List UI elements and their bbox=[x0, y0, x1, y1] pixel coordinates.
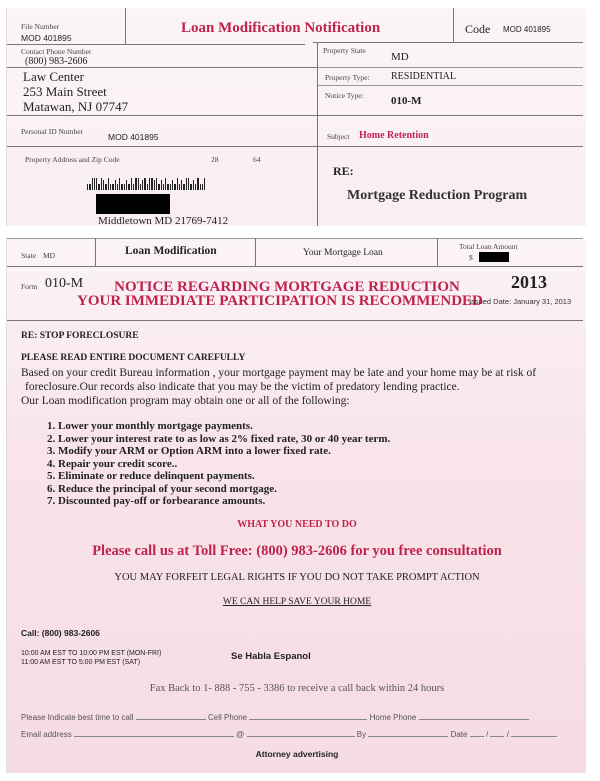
attorney-advertising: Attorney advertising bbox=[255, 749, 339, 759]
divider bbox=[95, 238, 96, 266]
email-label: Email address bbox=[21, 730, 72, 739]
email-user-field[interactable] bbox=[74, 729, 234, 737]
divider bbox=[255, 238, 256, 266]
state-value: MD bbox=[43, 251, 56, 260]
loan-modification-label: Loan Modification bbox=[125, 245, 217, 257]
sender-street: 253 Main Street bbox=[23, 84, 107, 99]
re-value: Mortgage Reduction Program bbox=[347, 188, 528, 203]
divider bbox=[317, 67, 583, 68]
divider bbox=[313, 42, 583, 43]
help-save-home: WE CAN HELP SAVE YOUR HOME bbox=[222, 597, 372, 607]
property-type-label: Property Type: bbox=[325, 73, 370, 82]
notice-title-line1: NOTICE REGARDING MORTGAGE REDUCTION bbox=[114, 279, 460, 295]
personal-id-label: Personal ID Number bbox=[21, 127, 84, 136]
form-value: 010-M bbox=[45, 276, 84, 291]
read-carefully: PLEASE READ ENTIRE DOCUMENT CAREFULLY bbox=[21, 353, 246, 363]
file-number-label: File Number bbox=[21, 22, 60, 31]
re-stop-foreclosure: RE: STOP FORECLOSURE bbox=[21, 331, 139, 341]
by-label: By bbox=[356, 730, 367, 739]
notice-year: 2013 bbox=[511, 272, 547, 292]
list-item: 4. Repair your credit score.. bbox=[47, 457, 178, 470]
cell-phone-field[interactable] bbox=[249, 712, 367, 720]
subject-label: Subject bbox=[327, 132, 350, 141]
fax-back-instruction: Fax Back to 1- 888 - 755 - 3386 to receive a call back within 24 hours bbox=[149, 683, 445, 694]
divider bbox=[7, 266, 583, 267]
list-item: 5. Eliminate or reduce delinquent payments. bbox=[47, 470, 255, 482]
list-item: 7. Discounted pay-off or forbearance amounts. bbox=[47, 495, 266, 507]
total-loan-label: Total Loan Amount bbox=[459, 242, 518, 251]
contact-phone-label: Contact Phone Number bbox=[21, 47, 92, 56]
property-type-value: RESIDENTIAL bbox=[391, 71, 456, 82]
toll-free-call-prompt: Please call us at Toll Free: (800) 983-2606 for you free consultation bbox=[92, 543, 502, 559]
postal-barcode bbox=[87, 178, 205, 190]
notification-title: Loan Modification Notification bbox=[181, 20, 381, 36]
paragraph-line-1: Based on your credit Bureau information , your mortgage payment may be late and your home may be at risk of bbox=[21, 367, 537, 379]
email-domain-field[interactable] bbox=[247, 729, 355, 737]
divider bbox=[7, 320, 583, 321]
sender-city: Matawan, NJ 07747 bbox=[23, 99, 129, 114]
redacted-loan-amount bbox=[479, 252, 509, 262]
state-label: State bbox=[21, 251, 36, 260]
se-habla-espanol: Se Habla Espanol bbox=[231, 651, 311, 662]
at-sign: @ bbox=[236, 730, 245, 739]
date-label: Date bbox=[450, 730, 468, 739]
code-label: Code bbox=[465, 22, 491, 36]
reply-form-row-1 bbox=[21, 712, 529, 722]
contact-phone-value[interactable]: (800) 983-2606 bbox=[25, 56, 88, 67]
list-item: 6. Reduce the principal of your second mortgage. bbox=[47, 482, 277, 495]
list-item: 1. Lower your monthly mortgage payments. bbox=[47, 420, 253, 432]
subject-value: Home Retention bbox=[359, 130, 429, 141]
hours-weekday: 10:00 AM EST TO 10:00 PM EST (MON-FRI) bbox=[21, 650, 162, 657]
divider bbox=[125, 8, 126, 44]
address-code-1: 28 bbox=[211, 155, 219, 164]
form-label: Form bbox=[21, 282, 38, 291]
property-state-value: MD bbox=[391, 51, 409, 63]
cell-phone-label: Cell Phone bbox=[207, 713, 248, 722]
paragraph-line-2: foreclosure.Our records also indicate that you may be the victim of predatory lending practice. bbox=[25, 381, 460, 393]
re-label: RE: bbox=[333, 164, 354, 178]
benefits-list bbox=[47, 420, 390, 508]
forfeit-warning: YOU MAY FORFEIT LEGAL RIGHTS IF YOU DO NOT TAKE PROMPT ACTION bbox=[114, 572, 480, 583]
file-number-value: MOD 401895 bbox=[21, 33, 72, 43]
divider bbox=[7, 44, 305, 45]
hours-saturday: 11:00 AM EST TO 5:00 PM EST (SAT) bbox=[21, 659, 141, 666]
home-phone-field[interactable] bbox=[419, 712, 529, 720]
sender-name: Law Center bbox=[23, 69, 85, 84]
what-you-need-to-do: WHAT YOU NEED TO DO bbox=[237, 519, 357, 530]
notification-header-panel bbox=[6, 8, 586, 226]
paragraph-line-3: Our Loan modification program may obtain one or all of the following: bbox=[21, 395, 350, 407]
best-time-label: Please Indicate best time to call bbox=[21, 713, 134, 722]
currency-sign: $ bbox=[469, 253, 473, 262]
notice-type-label: Notice Type: bbox=[325, 91, 364, 100]
property-address-label: Property Address and Zip Code bbox=[25, 155, 120, 164]
date-month-field[interactable] bbox=[470, 729, 484, 737]
by-field[interactable] bbox=[368, 729, 448, 737]
divider bbox=[317, 42, 318, 226]
divider bbox=[453, 8, 454, 42]
date-separator: / bbox=[485, 730, 489, 739]
notice-title-line2: YOUR IMMEDIATE PARTICIPATION IS RECOMMENDED bbox=[77, 293, 483, 309]
code-value: MOD 401895 bbox=[503, 25, 551, 34]
list-item: 2. Lower your interest rate to as low as 2% fixed rate, 30 or 40 year term. bbox=[47, 432, 391, 445]
call-number[interactable]: Call: (800) 983-2606 bbox=[21, 628, 100, 638]
date-year-field[interactable] bbox=[511, 729, 557, 737]
divider bbox=[7, 238, 583, 239]
divider bbox=[7, 115, 583, 116]
personal-id-value: MOD 401895 bbox=[108, 132, 159, 142]
address-code-2: 64 bbox=[253, 155, 261, 164]
redacted-recipient-name bbox=[96, 194, 170, 214]
divider bbox=[7, 67, 317, 68]
divider bbox=[7, 146, 583, 147]
notice-body-panel bbox=[6, 238, 586, 773]
notice-type-value: 010-M bbox=[391, 95, 422, 107]
date-separator: / bbox=[506, 730, 509, 739]
reply-form-row-2 bbox=[21, 729, 557, 739]
best-time-field[interactable] bbox=[136, 712, 206, 720]
divider bbox=[317, 85, 583, 86]
recipient-city-zip: Middletown MD 21769-7412 bbox=[98, 215, 229, 227]
home-phone-label: Home Phone bbox=[369, 713, 417, 722]
mortgage-loan-label: Your Mortgage Loan bbox=[303, 248, 383, 258]
date-day-field[interactable] bbox=[490, 729, 504, 737]
property-state-label: Property State bbox=[323, 46, 366, 55]
list-item: 3. Modify your ARM or Option ARM into a lower fixed rate. bbox=[47, 445, 331, 457]
divider bbox=[437, 238, 438, 266]
issued-date: Issued Date: January 31, 2013 bbox=[469, 297, 572, 306]
